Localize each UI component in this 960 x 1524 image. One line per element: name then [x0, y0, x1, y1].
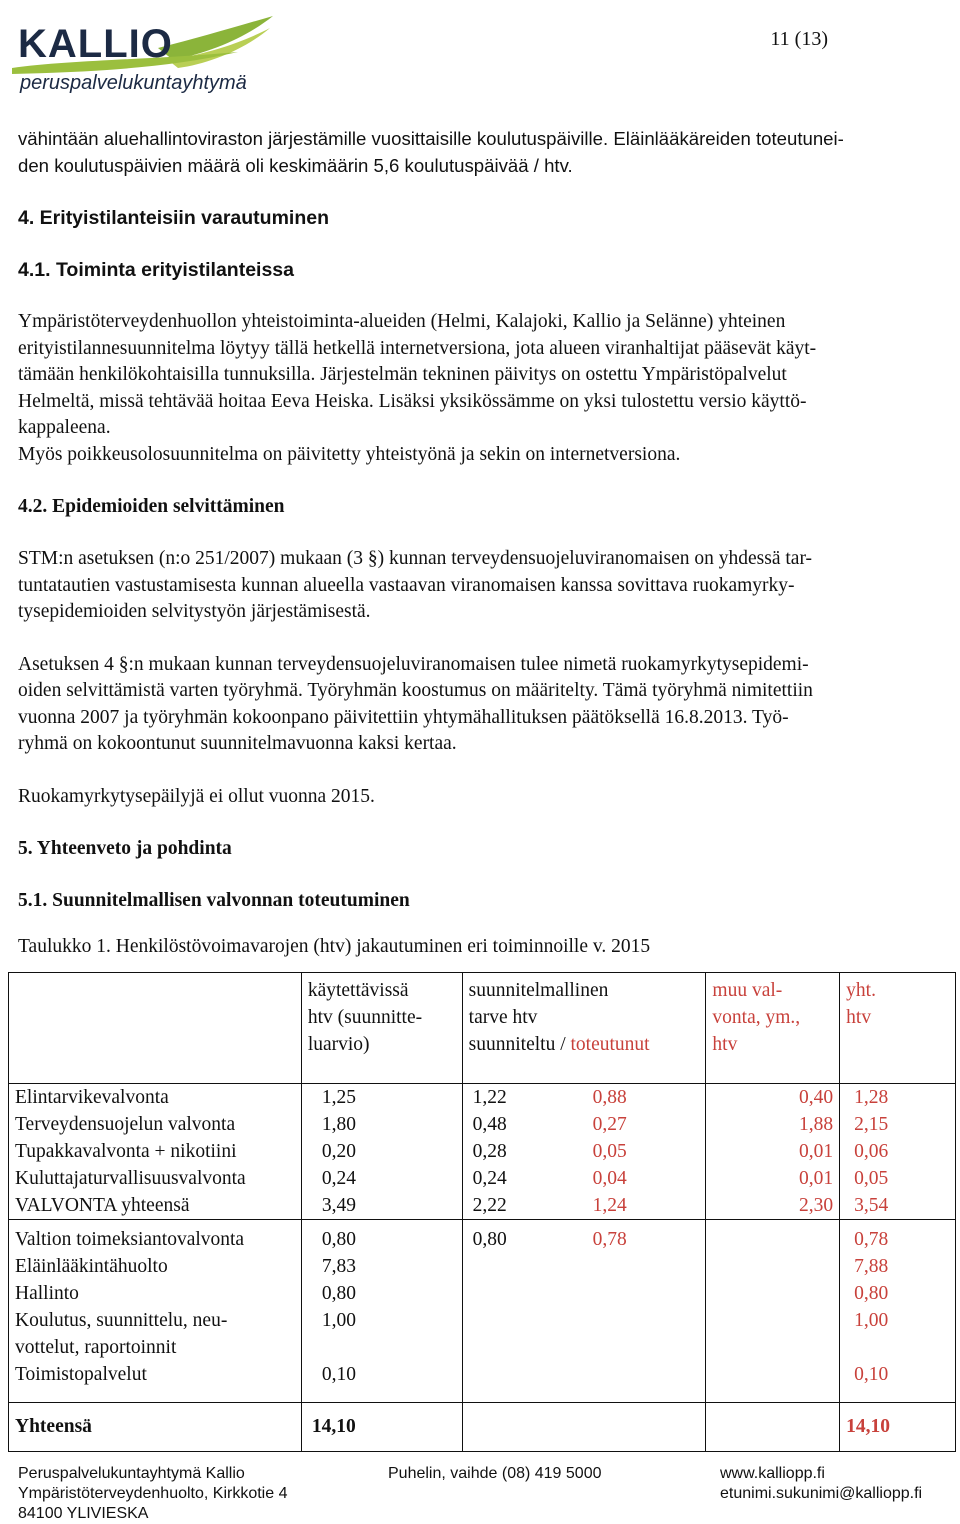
cell-value-realized: 0,88 — [592, 1087, 627, 1108]
heading-5-1: 5.1. Suunnitelmallisen valvonnan toteutuminen — [18, 890, 410, 911]
header-text: tarve htv — [468, 1007, 538, 1028]
row-label-text: Toimistopalvelut — [15, 1364, 147, 1385]
logo-subtitle: peruspalvelukuntayhtymä — [20, 72, 247, 94]
cell-value-realized: 0,27 — [592, 1114, 627, 1135]
paragraph-line: Ympäristöterveydenhuollon yhteistoiminta-alueiden (Helmi, Kalajoki, Kallio ja Selänne) yhteinen — [18, 311, 786, 332]
cell-value: 3,49 — [321, 1195, 356, 1216]
total-planned-empty — [462, 1403, 706, 1452]
cell-value: 0,78 — [854, 1229, 889, 1250]
header-cell-blank — [9, 973, 302, 1084]
cell-value: 0,10 — [321, 1364, 356, 1385]
paragraph-line: den koulutuspäivien määrä oli keskimäärin 5,6 koulutuspäivää / htv. — [18, 154, 573, 176]
header-text: htv — [846, 1007, 872, 1028]
total-other-empty — [706, 1403, 840, 1452]
other-values — [706, 1220, 840, 1403]
heading-5: 5. Yhteenveto ja pohdinta — [18, 838, 232, 859]
cell-value: 0,80 — [321, 1283, 356, 1304]
available-values — [301, 1084, 462, 1220]
cell-pair — [469, 1138, 700, 1165]
cell-value: 0,40 — [799, 1087, 834, 1108]
cell-value: 0,01 — [799, 1141, 834, 1162]
cell-value: 0,05 — [854, 1168, 889, 1189]
footer-phone: Puhelin, vaihde (08) 419 5000 — [388, 1465, 602, 1482]
cell-value: 0,06 — [854, 1141, 889, 1162]
header-text: htv (suunnitte- — [307, 1007, 423, 1028]
logo-name: KALLIO — [18, 22, 173, 66]
header-cell-available — [301, 973, 462, 1084]
row-label-text: Kuluttajaturvallisuusvalvonta — [15, 1168, 246, 1189]
row-label-text: Elintarvikevalvonta — [15, 1087, 169, 1108]
cell-value: 2,30 — [799, 1195, 834, 1216]
paragraph-line: Ruokamyrkytysepäilyjä ei ollut vuonna 2015. — [18, 785, 375, 807]
total-available: 14,10 — [301, 1403, 462, 1452]
paragraph-line: tuntatautien vastustamisesta kunnan alueella vastaavan viranomaisen kanssa sovittava ruokamyrky- — [18, 574, 795, 596]
footer-web-link[interactable]: www.kalliopp.fi — [720, 1465, 825, 1482]
footer-email-link[interactable]: etunimi.sukunimi@kalliopp.fi — [720, 1485, 923, 1502]
cell-value-realized: 1,24 — [592, 1195, 627, 1216]
row-label-text: Valtion toimeksiantovalvonta — [15, 1229, 245, 1250]
header-cell-other — [706, 973, 840, 1084]
cell-value: 2,22 — [472, 1195, 507, 1216]
cell-value: 0,48 — [472, 1114, 507, 1135]
kallio-logo — [8, 8, 278, 100]
cell-pair — [469, 1165, 700, 1192]
header-text: suunnitelmallinen — [468, 980, 609, 1001]
table-caption: Taulukko 1. Henkilöstövoimavarojen (htv) jakautuminen eri toiminnoille v. 2015 — [18, 936, 651, 957]
page-number: 11 (13) — [770, 28, 828, 50]
table-total-row — [9, 1403, 956, 1452]
cell-value: 1,25 — [321, 1087, 356, 1108]
cell-value: 1,80 — [321, 1114, 356, 1135]
header-text: luarvio) — [307, 1034, 370, 1055]
paragraph-line: Asetuksen 4 §:n mukaan kunnan terveydensuojeluviranomaisen tulee nimetä ruokamyrkytysepidemi- — [18, 653, 809, 675]
row-label-text: Koulutus, suunnittelu, neu- — [15, 1310, 228, 1331]
cell-value: 1,28 — [854, 1087, 889, 1108]
cell-value: 0,20 — [321, 1141, 356, 1162]
cell-pair — [469, 1192, 700, 1219]
cell-value-realized: 0,04 — [592, 1168, 627, 1189]
heading-4-1: 4.1. Toiminta erityistilanteissa — [18, 259, 294, 281]
header-text: muu val- — [712, 980, 783, 1001]
paragraph-line: Helmeltä, missä tehtävää hoitaa Eeva Heiska. Lisäksi yksikössämme on yksi tulostettu versio käyttö- — [18, 390, 807, 412]
footer-contact — [720, 1464, 922, 1504]
paragraph-line: tysepidemioiden selvitystyön järjestämisestä. — [18, 601, 371, 622]
row-label-text: Eläinlääkintähuolto — [15, 1256, 168, 1277]
cell-value: 7,88 — [854, 1256, 889, 1277]
planned-values — [462, 1220, 706, 1403]
paragraph-line: tämään henkilökohtaisilla tunnuksilla. Järjestelmän tekninen päivitys on ostettu Ympäristöpalvelut — [18, 364, 787, 385]
cell-value: 7,83 — [321, 1256, 356, 1277]
available-values — [301, 1220, 462, 1403]
cell-value: 0,80 — [854, 1283, 889, 1304]
paragraph-line: erityistilannesuunnitelma löytyy tällä hetkellä internetversiona, jota alueen viranhaltijat pääsevät käyt- — [18, 337, 817, 359]
paragraph-line: Myös poikkeusolosuunnitelma on päivitetty yhteistyönä ja sekin on internetversiona. — [18, 443, 681, 465]
table-row — [9, 1220, 956, 1403]
heading-4: 4. Erityistilanteisiin varautuminen — [18, 207, 330, 229]
header-text: yht. — [846, 980, 876, 1001]
footer-address — [18, 1464, 287, 1524]
total-values — [840, 1084, 956, 1220]
total-sum: 14,10 — [840, 1403, 956, 1452]
cell-value: 0,80 — [321, 1229, 356, 1250]
row-label-text: Terveydensuojelun valvonta — [15, 1114, 236, 1135]
total-values — [840, 1220, 956, 1403]
cell-value: 0,24 — [472, 1168, 507, 1189]
row-label — [9, 1084, 302, 1220]
row-label-text: VALVONTA yhteensä — [15, 1195, 190, 1216]
table-row — [9, 1084, 956, 1220]
paragraph-line: kappaleena. — [18, 417, 111, 438]
cell-value: 1,88 — [799, 1114, 834, 1135]
cell-value-realized: 0,78 — [592, 1229, 627, 1250]
paragraph-line: STM:n asetuksen (n:o 251/2007) mukaan (3 §) kunnan terveydensuojeluviranomaisen on yhdessä tar- — [18, 548, 813, 569]
total-label: Yhteensä — [9, 1403, 302, 1452]
header-text: käytettävissä — [307, 980, 409, 1001]
header-text-realized: toteutunut — [570, 1034, 650, 1055]
paragraph-line: oiden selvittämistä varten työryhmä. Työryhmän koostumus on määritelty. Tämä työryhmä nimitettiin — [18, 680, 813, 701]
cell-value: 0,28 — [472, 1141, 507, 1162]
header-text: vonta, ym., — [712, 1007, 801, 1028]
cell-value: 1,22 — [472, 1087, 507, 1108]
row-label-text: vottelut, raportoinnit — [15, 1337, 177, 1358]
paragraph-line: ryhmä on kokoontunut suunnitelmavuonna kaksi kertaa. — [18, 733, 457, 754]
footer-postal: 84100 YLIVIESKA — [18, 1505, 149, 1522]
document-body — [18, 126, 948, 961]
header-cell-planned — [462, 973, 706, 1084]
header-text — [469, 1031, 700, 1058]
cell-value: 3,54 — [854, 1195, 889, 1216]
cell-value: 0,80 — [472, 1229, 507, 1250]
cell-value: 1,00 — [321, 1310, 356, 1331]
cell-value: 0,24 — [321, 1168, 356, 1189]
other-values — [706, 1084, 840, 1220]
table-header-row — [9, 973, 956, 1084]
cell-value: 0,01 — [799, 1168, 834, 1189]
cell-value: 1,00 — [854, 1310, 889, 1331]
cell-value: 2,15 — [854, 1114, 889, 1135]
row-label-text: Tupakkavalvonta + nikotiini — [15, 1141, 237, 1162]
planned-values — [462, 1084, 706, 1220]
header-text-planned: suunniteltu / — [468, 1034, 571, 1055]
cell-pair — [469, 1226, 700, 1253]
paragraph-line: vähintään aluehallintoviraston järjestämille vuosittaisille koulutuspäiville. Eläinlääkäreiden toteutunei- — [18, 128, 844, 149]
cell-value-realized: 0,05 — [592, 1141, 627, 1162]
heading-4-2: 4.2. Epidemioiden selvittäminen — [18, 496, 285, 517]
row-label-text: Hallinto — [15, 1283, 79, 1304]
cell-value: 0,10 — [854, 1364, 889, 1385]
row-label — [9, 1220, 302, 1403]
paragraph-line: vuonna 2007 ja työryhmän kokoonpano päivitettiin yhtymähallituksen päätöksellä 16.8.2013. Työ- — [18, 706, 789, 728]
footer-org: Peruspalvelukuntayhtymä Kallio — [18, 1465, 245, 1482]
staff-resources-table — [8, 972, 956, 1452]
cell-pair — [469, 1084, 700, 1111]
footer-unit: Ympäristöterveydenhuolto, Kirkkotie 4 — [18, 1485, 288, 1502]
header-cell-total — [840, 973, 956, 1084]
header-text: htv — [712, 1034, 738, 1055]
cell-pair — [469, 1111, 700, 1138]
